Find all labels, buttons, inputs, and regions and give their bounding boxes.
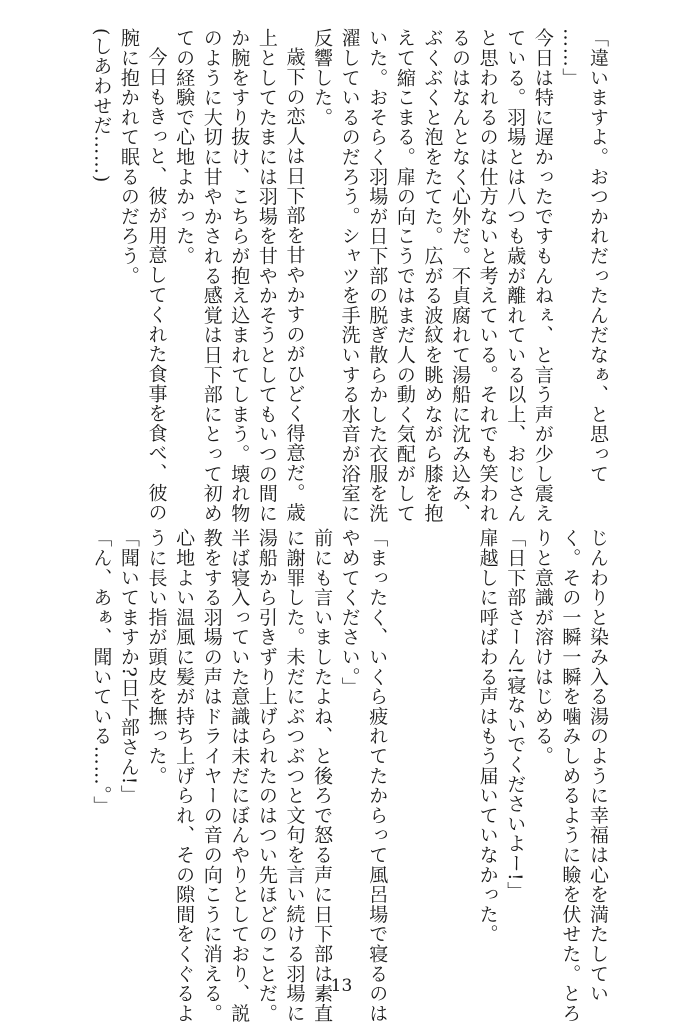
text-line: えて縮こまる。扉の向こうではまだ人の動く気配がして — [393, 28, 416, 523]
text-line: 今日もきっと、彼が用意してくれた食事を食べ、彼の — [145, 47, 168, 523]
text-line: ての経験で心地よかった。 — [173, 28, 196, 266]
upper-text-block — [87, 28, 611, 523]
text-line: ……」 — [559, 28, 582, 88]
text-line: 歳下の恋人は日下部を甘やかすのがひどく得意だ。歳 — [283, 47, 306, 523]
text-line: (しあわせだ……) — [90, 28, 113, 184]
text-line: に謝罪した。未だにぶつぶつと文句を言い続ける羽場に — [283, 528, 306, 1023]
text-line: 湯船から引きずり上げられたのはつい先ほどのことだ。 — [255, 528, 278, 1023]
text-line: 濯しているのだろう。シャツを手洗いする水音が浴室に — [338, 28, 361, 523]
text-line: やめてください。」 — [338, 528, 361, 697]
text-line: 教をする羽場の声はドライヤーの音の向こうに消える。 — [200, 528, 223, 1023]
page-number: 13 — [330, 976, 353, 996]
text-line: 「聞いてますか?日下部さん!」 — [117, 528, 140, 805]
text-line: 前にも言いましたよね、と後ろで怒る声に日下部は素直 — [311, 528, 334, 1023]
text-line: 心地よい温風に髪が持ち上げられ、その隙間をくぐるよ — [173, 528, 196, 1023]
text-line: 「日下部さーん!寝ないでくださいよー!」 — [504, 528, 527, 902]
text-line: か腕をすり抜け、こちらが抱え込まれてしまう。壊れ物 — [228, 28, 251, 523]
text-line: 「ん、あぁ、聞いている……。」 — [90, 528, 113, 816]
blank-line — [418, 528, 446, 988]
blank-line — [445, 528, 473, 988]
text-line: ぶくぶくと泡をたてた。広がる波紋を眺めながら膝を抱 — [421, 28, 444, 523]
text-line: るのはなんとなく心外だ。不貞腐れて湯船に沈み込み、 — [449, 28, 472, 523]
text-line: 上としてたまには羽場を甘やかそうとしてもいつの間に — [255, 28, 278, 523]
lower-text-block — [87, 528, 611, 1023]
text-line: 腕に抱かれて眠るのだろう。 — [117, 28, 140, 286]
text-line: 扉越しに呼ばわる声はもう届いていなかった。 — [476, 528, 499, 944]
text-line: 今日は特に遅かったですもんねぇ、と言う声が少し震え — [531, 28, 554, 523]
text-line: 半ば寝入っていた意識は未だにぼんやりとしており、説 — [228, 528, 251, 1023]
text-line: 反響した。 — [311, 28, 334, 127]
text-line: うに長い指が頭皮を撫った。 — [145, 528, 168, 786]
text-line: じんわりと染み入る湯のように幸福は心を満たしてい — [587, 528, 609, 1004]
text-line: と思われるのは仕方ないと考えている。それでも笑われ — [476, 28, 499, 523]
text-line: りと意識が溶けはじめる。 — [531, 528, 554, 766]
text-line: く。その一瞬一瞬を噛みしめるように瞼を伏せた。とろ — [559, 528, 582, 1023]
text-line: 「違いますよ。おつかれだったんだなぁ、と思って — [587, 28, 609, 484]
text-line: 「まったく、いくら疲れてたからって風呂場で寝るのは — [366, 528, 389, 1023]
blank-line — [390, 528, 418, 988]
text-line: のように大切に甘やかされる感覚は日下部にとって初め — [200, 28, 223, 523]
text-line: ている。羽場とは八つも歳が離れている以上、おじさん — [504, 28, 527, 523]
text-line: いた。おそらく羽場が日下部の脱ぎ散らかした衣服を洗 — [366, 28, 389, 523]
